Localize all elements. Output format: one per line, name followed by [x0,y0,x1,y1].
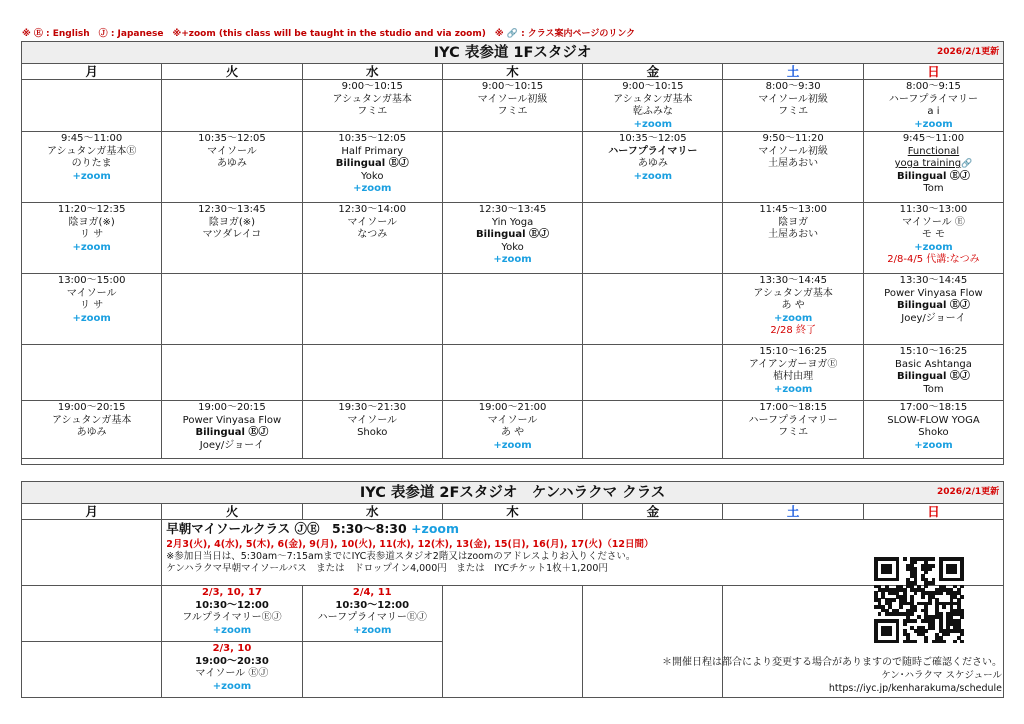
empty-cell [442,274,582,345]
class-cell [302,80,442,132]
class-dates: 2/3, 10 [212,643,252,654]
cell-mon-morning [22,520,162,586]
class-time: 19:30～21:30 [338,402,407,413]
ken-harakuma-schedule-link[interactable]: https://iyc.jp/kenharakuma/schedule [828,683,1002,694]
empty-cell [583,203,723,274]
class-line: Yoko [501,241,524,253]
class-wed-half-primary [302,586,442,642]
class-line: Yin Yoga [491,216,534,228]
day-header: 土 [723,504,863,520]
class-cell [863,274,1003,345]
schedule-notice: 2/28 終了 [770,325,816,336]
class-line: ハーフプライマリー [748,414,838,426]
class-time: 17:00～18:15 [759,402,827,413]
zoom-tag: +zoom [353,183,392,194]
class-language: Bilingual ⒺⒿ [195,427,269,438]
zoom-tag: +zoom [493,439,532,451]
class-line: Shoko [918,427,949,438]
empty-cell [583,345,723,401]
class-time: 12:30～14:00 [338,204,407,215]
class-language: ハーフプライマリー [608,145,698,157]
class-line: フミエ [778,106,809,117]
class-time: 9:00～10:15 [622,81,684,92]
class-line: あ や [781,300,805,311]
class-cell [723,203,863,274]
zoom-tag: +zoom [914,118,953,130]
zoom-tag: +zoom [773,312,813,324]
zoom-tag: +zoom [72,241,111,253]
class-time: 10:35～12:05 [619,133,687,144]
class-line: マイソール [66,287,117,299]
studio-2f-updated: 2026/2/1更新 [936,487,1000,497]
class-line: アシュタンガ基本 [51,414,132,426]
day-header: 土 [723,64,863,80]
class-line: あゆみ [637,158,668,169]
empty-cell [583,274,723,345]
class-dates: 2/4, 11 [352,587,392,598]
class-cell [863,132,1003,203]
class-time: 13:30～14:45 [899,275,968,286]
class-time: 9:00～10:15 [341,81,403,92]
class-line: SLOW-FLOW YOGA [887,414,980,426]
class-language: Bilingual ⒺⒿ [896,371,970,382]
day-header: 水 [302,64,442,80]
cell-fri-2f [583,586,723,698]
class-line: 乾ふみな [632,106,673,117]
empty-cell [22,80,162,132]
day-header: 月 [22,504,162,520]
zoom-tag: +zoom [72,312,111,324]
class-name: フルプライマリーⒺⒿ [182,612,282,623]
class-time: 13:30～14:45 [759,275,827,286]
empty-cell [162,274,302,345]
class-line: マツダレイコ [202,229,262,240]
cell-mon-2f-evening [22,642,162,698]
class-time: 9:00～10:15 [481,81,544,92]
class-cell [863,345,1003,401]
class-dates: 2/3, 10, 17 [201,587,262,598]
class-line: マイソール初級 [758,145,828,157]
class-time: 19:00～20:15 [198,402,266,413]
class-time: 10:30～12:00 [195,599,269,611]
day-header: 火 [162,504,302,520]
class-cell [22,203,162,274]
class-zoom: +zoom [212,680,252,692]
empty-cell [302,345,442,401]
day-header: 木 [442,64,582,80]
class-time: 9:50～11:20 [762,133,824,144]
cell-wed-2f-evening [302,642,442,698]
class-language: Bilingual ⒺⒿ [476,229,550,240]
studio-1f-title [22,42,1004,64]
class-line: Power Vinyasa Flow [182,414,282,426]
class-line: 陰ヨガ [778,216,809,228]
day-header: 日 [863,504,1003,520]
class-cell [442,203,582,274]
morning-mysore-zoom: +zoom [411,521,460,536]
class-line: 植村由理 [773,371,814,382]
class-line: フミエ [778,427,809,438]
class-line: リ サ [80,300,104,311]
class-line: Half Primary [341,145,404,157]
morning-mysore-pricing: ケンハラクマ早朝マイソールパス または ドロップイン4,000円 または IYCチケット1枚＋1,200円 [166,563,608,574]
class-line: モ モ [921,229,946,240]
class-time: 8:00～9:30 [765,81,821,92]
class-time: 12:30～13:45 [198,204,266,215]
class-line: マイソール [487,414,538,426]
day-header: 木 [442,504,582,520]
ken-harakuma-schedule-label: ケン･ハラクマ スケジュール [881,670,1002,681]
day-header: 水 [302,504,442,520]
zoom-tag: +zoom [914,241,953,253]
link-icon[interactable]: 🔗 [961,159,973,169]
class-line: あゆみ [216,158,247,169]
class-time: 15:10～16:25 [759,346,827,357]
class-name: マイソール ⒺⒿ [195,668,269,679]
class-line: Power Vinyasa Flow [884,287,983,299]
class-line: 陰ヨガ(※) [208,216,256,228]
class-line: Joey/ジョーイ [199,439,265,451]
class-line: ハーフプライマリー [888,93,979,105]
class-line: のりたま [71,158,112,169]
class-line: アシュタンガ基本 [613,93,693,105]
day-header: 日 [863,64,1003,80]
class-cell [863,80,1003,132]
class-cell [442,401,582,459]
class-cell [22,401,162,459]
table-spacer [22,459,1004,465]
class-language: Bilingual ⒺⒿ [896,170,970,182]
empty-cell [583,401,723,459]
studio-1f-title-text: IYC 表参道 1Fスタジオ [433,45,592,61]
class-line: 土屋あおい [768,229,819,240]
class-tue-full-primary [162,586,302,642]
morning-mysore-note: ※参加日当日は、5:30am～7:15amまでにIYC表参道スタジオ2階又はzoomのアドレスよりお入りください。 [166,551,636,562]
class-cell [723,80,863,132]
legend-note: ※ Ⓔ : English Ⓙ : Japanese ※+zoom (this class will be taught in the studio and via zoom) ※ 🔗 : クラス案内ページのリンク [22,29,636,39]
class-cell [162,401,302,459]
class-language: Bilingual ⒺⒿ [896,300,970,311]
day-header: 月 [22,64,162,80]
empty-cell [442,132,582,203]
class-cell [723,274,863,345]
class-zoom: +zoom [212,624,252,636]
empty-cell [442,345,582,401]
zoom-tag: +zoom [914,439,953,451]
class-name: ハーフプライマリーⒺⒿ [317,612,427,623]
zoom-tag: +zoom [493,254,532,265]
class-cell [302,203,442,274]
zoom-tag: +zoom [773,383,813,395]
class-line: 陰ヨガ(※) [68,216,115,228]
class-line: Shoko [357,427,388,438]
class-time: 11:20～12:35 [57,204,126,215]
class-cell [302,132,442,203]
class-cell [302,401,442,459]
class-line: Basic Ashtanga [895,358,972,370]
class-tue-mysore-evening [162,642,302,698]
class-cell [442,80,582,132]
class-line: Joey/ジョーイ [901,312,966,324]
class-time: 19:00～20:15 [57,402,126,413]
class-line: リ サ [80,229,104,240]
studio-1f-updated: 2026/2/1更新 [936,47,1000,57]
empty-cell [22,345,162,401]
class-cell [723,132,863,203]
day-header: 金 [583,504,723,520]
schedule-qr-code-icon[interactable] [874,557,964,643]
class-line: マイソール [207,145,257,157]
class-zoom: +zoom [353,624,392,636]
class-time: 13:00～15:00 [57,275,126,286]
class-time: 19:00～21:00 [478,402,547,413]
class-line: アイアンガーヨガⒺ [748,358,838,370]
class-time: 12:30～13:45 [478,204,547,215]
class-line: アシュタンガ基本 [753,287,833,299]
class-line: a i [927,106,940,117]
class-time: 15:10～16:25 [899,346,968,357]
studio-1f-schedule [21,41,1004,465]
class-cell [863,203,1003,274]
class-cell [583,80,723,132]
class-line: フミエ [357,106,388,117]
class-line: Tom [923,183,944,194]
studio-2f-title [22,482,1004,504]
class-cell [162,203,302,274]
class-time: 10:30～12:00 [335,599,410,611]
cell-mon-2f [22,586,162,642]
class-cell [863,401,1003,459]
class-time: 9:45～11:00 [902,133,965,144]
class-cell [22,274,162,345]
class-cell [723,345,863,401]
class-line: マイソール初級 [758,93,828,105]
class-line: あ や [500,427,525,438]
zoom-tag: +zoom [72,170,111,182]
class-time: 10:35～12:05 [338,133,407,144]
empty-cell [162,80,302,132]
class-cell [723,401,863,459]
studio-2f-title-text: IYC 表参道 2Fスタジオ ケンハラクマ クラス [359,485,666,501]
class-line: あゆみ [76,427,107,438]
schedule-change-note: ＊開催日程は都合により変更する場合がありますので随時ご確認ください。 [662,657,1002,668]
empty-cell [302,274,442,345]
class-link[interactable]: yoga training [894,158,962,169]
class-line: フミエ [497,106,528,117]
day-header: 金 [583,64,723,80]
cell-thu-2f [442,586,582,698]
zoom-tag: +zoom [633,118,673,130]
class-line: マイソール [347,216,398,228]
class-time: 19:00～20:30 [195,655,269,667]
class-line: Tom [923,383,944,395]
empty-cell [162,345,302,401]
morning-mysore-heading [166,521,1002,537]
class-line: マイソール初級 [477,93,548,105]
class-line: アシュタンガ基本 [332,93,412,105]
class-line: 土屋あおい [768,158,819,169]
morning-mysore-dates: 2月3(火), 4(水), 5(木), 6(金), 9(月), 10(火), 11(水), 12(木), 13(金), 15(日), 16(月), 17(火)（12日間） [166,539,654,550]
zoom-tag: +zoom [633,170,673,182]
class-time: 11:45～13:00 [759,204,827,215]
day-header: 火 [162,64,302,80]
class-line: なつみ [357,229,388,240]
schedule-notice: 2/8-4/5 代講:なつみ [887,254,980,265]
class-cell [583,132,723,203]
class-time: 11:30～13:00 [899,204,968,215]
class-line: Yoko [361,170,384,182]
class-time: 10:35～12:05 [198,133,266,144]
class-link: Functional [907,145,960,157]
class-line: アシュタンガ基本Ⓔ [46,145,137,157]
class-language: Bilingual ⒺⒿ [335,158,409,169]
morning-mysore-title: 早朝マイソールクラス ⒿⒺ 5:30～8:30 [166,521,407,536]
class-cell [162,132,302,203]
class-cell [22,132,162,203]
class-time: 8:00～9:15 [905,81,961,92]
class-time: 17:00～18:15 [899,402,968,413]
class-line: マイソール [347,414,398,426]
class-line: マイソール Ⓔ [902,216,965,228]
class-time: 9:45～11:00 [61,133,123,144]
